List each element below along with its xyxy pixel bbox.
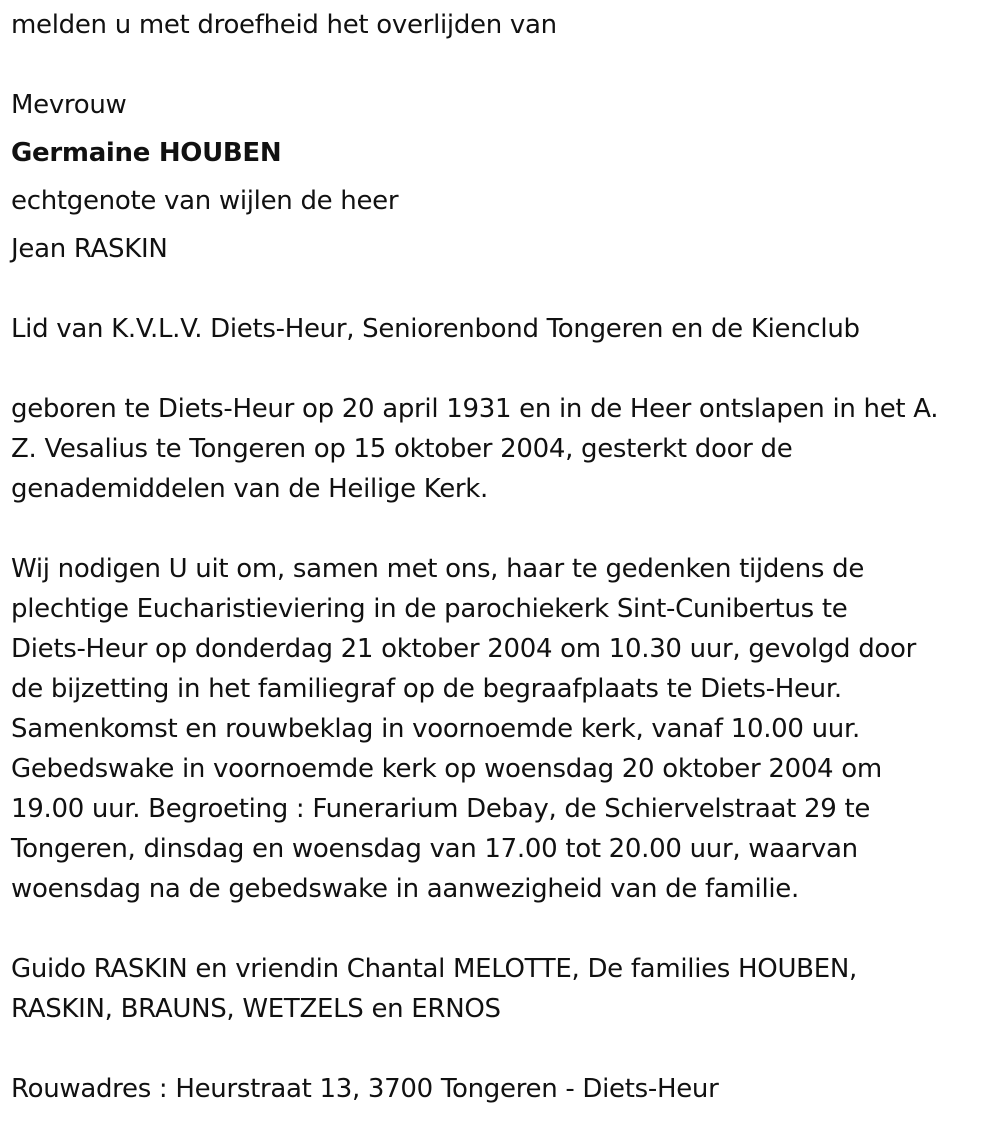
- ceremony-line: Diets-Heur op donderdag 21 oktober 2004 om 10.30 uur, gevolgd door: [11, 634, 917, 664]
- salutation: Mevrouw: [11, 90, 127, 120]
- birth-death-line: Z. Vesalius te Tongeren op 15 oktober 2004, gesterkt door de: [11, 434, 793, 464]
- mourning-address: Rouwadres : Heurstraat 13, 3700 Tongeren - Diets-Heur: [11, 1074, 719, 1104]
- ceremony-line: plechtige Eucharistieviering in de parochiekerk Sint-Cunibertus te: [11, 594, 848, 624]
- birth-death-line: geboren te Diets-Heur op 20 april 1931 en in de Heer ontslapen in het A.: [11, 394, 939, 424]
- family-line: Guido RASKIN en vriendin Chantal MELOTTE, De families HOUBEN,: [11, 954, 857, 984]
- intro-text: melden u met droefheid het overlijden van: [11, 10, 557, 40]
- ceremony-line: Samenkomst en rouwbeklag in voornoemde kerk, vanaf 10.00 uur.: [11, 714, 860, 744]
- deceased-name: Germaine HOUBEN: [11, 138, 282, 168]
- ceremony-line: woensdag na de gebedswake in aanwezigheid van de familie.: [11, 874, 799, 904]
- spouse-name: Jean RASKIN: [11, 234, 168, 264]
- family-line: RASKIN, BRAUNS, WETZELS en ERNOS: [11, 994, 501, 1024]
- birth-death-line: genademiddelen van de Heilige Kerk.: [11, 474, 489, 504]
- membership-text: Lid van K.V.L.V. Diets-Heur, Seniorenbond Tongeren en de Kienclub: [11, 314, 860, 344]
- ceremony-line: Wij nodigen U uit om, samen met ons, haar te gedenken tijdens de: [11, 554, 865, 584]
- relation-text: echtgenote van wijlen de heer: [11, 186, 399, 216]
- ceremony-line: de bijzetting in het familiegraf op de begraafplaats te Diets-Heur.: [11, 674, 842, 704]
- ceremony-line: Tongeren, dinsdag en woensdag van 17.00 tot 20.00 uur, waarvan: [11, 834, 858, 864]
- ceremony-line: 19.00 uur. Begroeting : Funerarium Debay, de Schiervelstraat 29 te: [11, 794, 871, 824]
- ceremony-line: Gebedswake in voornoemde kerk op woensdag 20 oktober 2004 om: [11, 754, 882, 784]
